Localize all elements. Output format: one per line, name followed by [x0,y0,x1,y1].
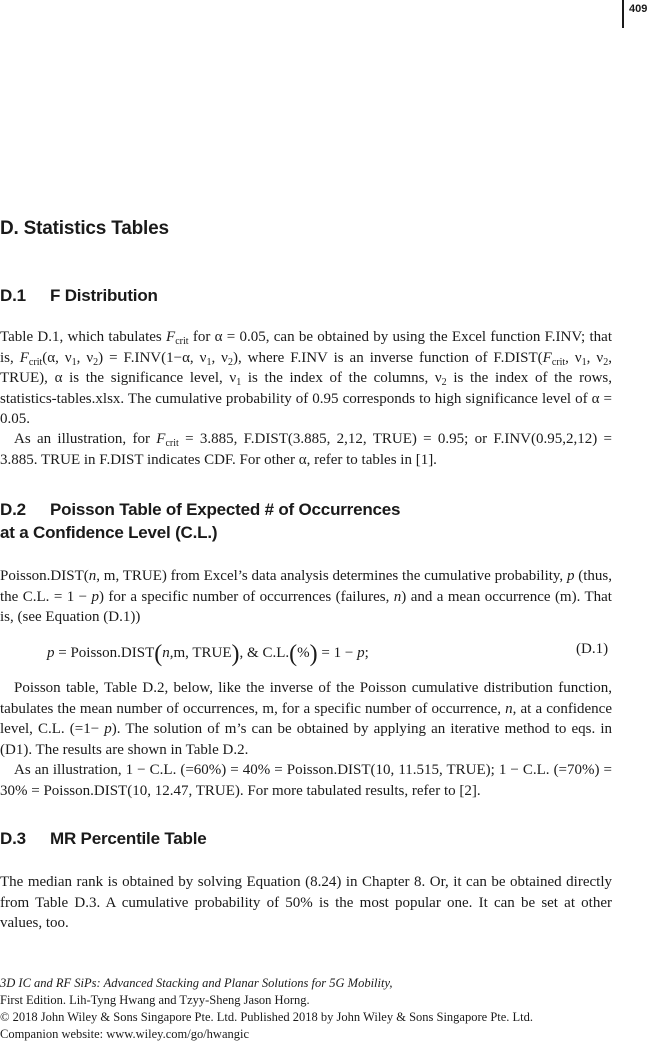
section-title: F Distribution [50,286,158,305]
section-number: D.2 [0,500,26,519]
footer-website: Companion website: www.wiley.com/go/hwangic [0,1027,250,1041]
paragraph-d1-1: Table D.1, which tabulates $F_{crit}$ for α = 0.05, can be obtained by using the Excel function F.INV; that is, $F_{crit}(\alpha$, $\nu_1$, $\nu_2) = F.INV(1-\alpha$, $\nu_1$, $\nu_2$), where F.INV is an inverse function of $F.DIST(F_{crit}$, $\nu_1$, $\nu_2$, TRUE), α is the significance level, $\nu_1$ is the index of the columns, $\nu_2$ is the index of the rows, statistics-tables.xlsx. The cumulative probability of 0.95 corresponds to high significance level of α = 0.05. [0,329,613,427]
section-title: MR Percentile Table [50,829,207,848]
equation-d1: p = Poisson.DIST(n,m, TRUE), & C.L.(%) = 1 − p; [47,641,369,667]
section-heading-d3 [0,827,207,850]
paragraph-d3-1: The median rank is obtained by solving Equation (8.24) in Chapter 8. Or, it can be obtained directly from Table D.3. A cumulative probability of 50% is the most popular one. It can be set at other values, too. [0,874,612,931]
chapter-title: D. Statistics Tables [0,218,169,239]
section-title: Poisson Table of Expected # of Occurrences [50,500,401,519]
section-number: D.1 [0,286,26,305]
page-number-rule [622,0,624,28]
footer-copyright: © 2018 John Wiley & Sons Singapore Pte. Ltd. Published 2018 by John Wiley & Sons Singapore Pte. Ltd. [0,1010,534,1024]
paragraph-d2-1: Poisson.DIST(n, m, TRUE) from Excel’s data analysis determines the cumulative probability, p (thus, the C.L. = 1 − p) for a specific number of occurrences (failures, n) and a mean occurrence (m). That is, (see Equation (D.1)) [0,568,613,625]
footer [0,975,640,1043]
footer-edition: First Edition. Lih-Tyng Hwang and Tzyy-Sheng Jason Horng. [0,993,310,1007]
footer-book-title: 3D IC and RF SiPs: Advanced Stacking and Planar Solutions for 5G Mobility, [0,976,393,990]
paragraph-d2-2: Poisson table, Table D.2, below, like the inverse of the Poisson cumulative distribution function, tabulates the mean number of occurrences, m, for a specific number of occurrence, n, at a confidence level, C.L. (=1− p). The solution of m’s can be obtained by applying an iterative method to eqs. in (D1). The results are shown in Table D.2. [0,680,613,758]
paragraph-d2-3: As an illustration, 1 − C.L. (=60%) = 40% = Poisson.DIST(10, 11.515, TRUE); 1 − C.L. (=70%) = 30% = Poisson.DIST(10, 12.47, TRUE). For more tabulated results, refer to [2]. [0,762,612,799]
equation-number: (D.1) [576,641,609,657]
section-heading-d2 [0,498,400,544]
section-title-line2: at a Confidence Level (C.L.) [0,523,218,542]
page-number: 409 [629,3,648,15]
section-number: D.3 [0,829,26,848]
section-heading-d1 [0,284,158,307]
paragraph-d1-2: As an illustration, for $F_{crit} = 3.885$, F.DIST(3.885, 2,12, TRUE) = 0.95; or F.INV(0.95,2,12) = 3.885. TRUE in F.DIST indicates CDF. For other α, refer to tables in [1]. [0,431,612,468]
